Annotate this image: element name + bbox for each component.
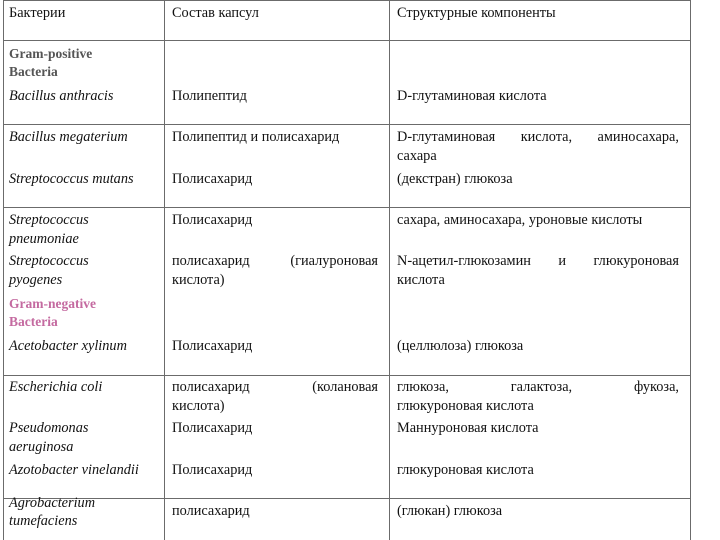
components-escherichia-coli: глюкоза, галактоза, фукоза, глюкуроновая кислота bbox=[397, 379, 679, 414]
species-escherichia-coli: Escherichia coli bbox=[9, 379, 103, 395]
components-streptococcus-pneumoniae: сахара, аминосахара, уроновые кислоты bbox=[397, 212, 643, 228]
species-bacillus-anthracis: Bacillus anthracis bbox=[9, 88, 114, 104]
capsule-azotobacter-vinelandii: Полисахарид bbox=[172, 462, 253, 478]
species-streptococcus-pyogenes: Streptococcus pyogenes bbox=[9, 253, 89, 288]
species-streptococcus-pneumoniae: Streptococcus pneumoniae bbox=[9, 212, 89, 247]
group-label-gram-positive: Gram-positive Bacteria bbox=[9, 46, 93, 79]
column-divider-1 bbox=[164, 0, 165, 540]
table-border-right bbox=[690, 0, 691, 540]
components-bacillus-megaterium: D-глутаминовая кислота, аминосахара, сахара bbox=[397, 129, 679, 164]
header-bacteria: Бактерии bbox=[9, 5, 66, 21]
species-agrobacterium-tumefaciens: Agrobacterium tumefaciens bbox=[9, 495, 96, 529]
capsule-pseudomonas-aeruginosa: Полисахарид bbox=[172, 420, 253, 436]
components-streptococcus-mutans: (декстран) глюкоза bbox=[397, 171, 513, 187]
row-divider bbox=[3, 124, 691, 125]
components-pseudomonas-aeruginosa: Маннуроновая кислота bbox=[397, 420, 539, 436]
capsule-streptococcus-mutans: Полисахарид bbox=[172, 171, 253, 187]
capsule-bacillus-megaterium: Полипептид и полисахарид bbox=[172, 129, 340, 145]
components-bacillus-anthracis: D-глутаминовая кислота bbox=[397, 88, 547, 104]
capsule-acetobacter-xylinum: Полисахарид bbox=[172, 338, 253, 354]
row-divider bbox=[3, 375, 691, 376]
species-streptococcus-mutans: Streptococcus mutans bbox=[9, 171, 134, 187]
header-structural-components: Структурные компоненты bbox=[397, 5, 556, 21]
row-divider bbox=[3, 0, 691, 1]
header-capsule-composition: Состав капсул bbox=[172, 5, 259, 21]
species-acetobacter-xylinum: Acetobacter xylinum bbox=[9, 338, 127, 354]
row-divider bbox=[3, 40, 691, 41]
capsule-streptococcus-pneumoniae: Полисахарид bbox=[172, 212, 253, 228]
row-divider bbox=[3, 498, 691, 499]
species-azotobacter-vinelandii: Azotobacter vinelandii bbox=[9, 462, 139, 478]
components-agrobacterium-tumefaciens: (глюкан) глюкоза bbox=[397, 503, 503, 519]
capsule-bacillus-anthracis: Полипептид bbox=[172, 88, 247, 104]
species-bacillus-megaterium: Bacillus megaterium bbox=[9, 129, 128, 145]
components-streptococcus-pyogenes: N-ацетил-глюкозамин и глюкуроновая кислота bbox=[397, 253, 679, 288]
row-divider bbox=[3, 207, 691, 208]
species-pseudomonas-aeruginosa: Pseudomonas aeruginosa bbox=[9, 420, 89, 455]
capsule-streptococcus-pyogenes: полисахарид (гиалуроновая кислота) bbox=[172, 253, 378, 288]
components-azotobacter-vinelandii: глюкуроновая кислота bbox=[397, 462, 534, 478]
capsule-agrobacterium-tumefaciens: полисахарид bbox=[172, 503, 250, 519]
table-border-left bbox=[3, 0, 4, 540]
capsule-escherichia-coli: полисахарид (колановая кислота) bbox=[172, 379, 378, 414]
group-label-gram-negative: Gram-negative Bacteria bbox=[9, 296, 96, 329]
column-divider-2 bbox=[389, 0, 390, 540]
components-acetobacter-xylinum: (целлюлоза) глюкоза bbox=[397, 338, 524, 354]
